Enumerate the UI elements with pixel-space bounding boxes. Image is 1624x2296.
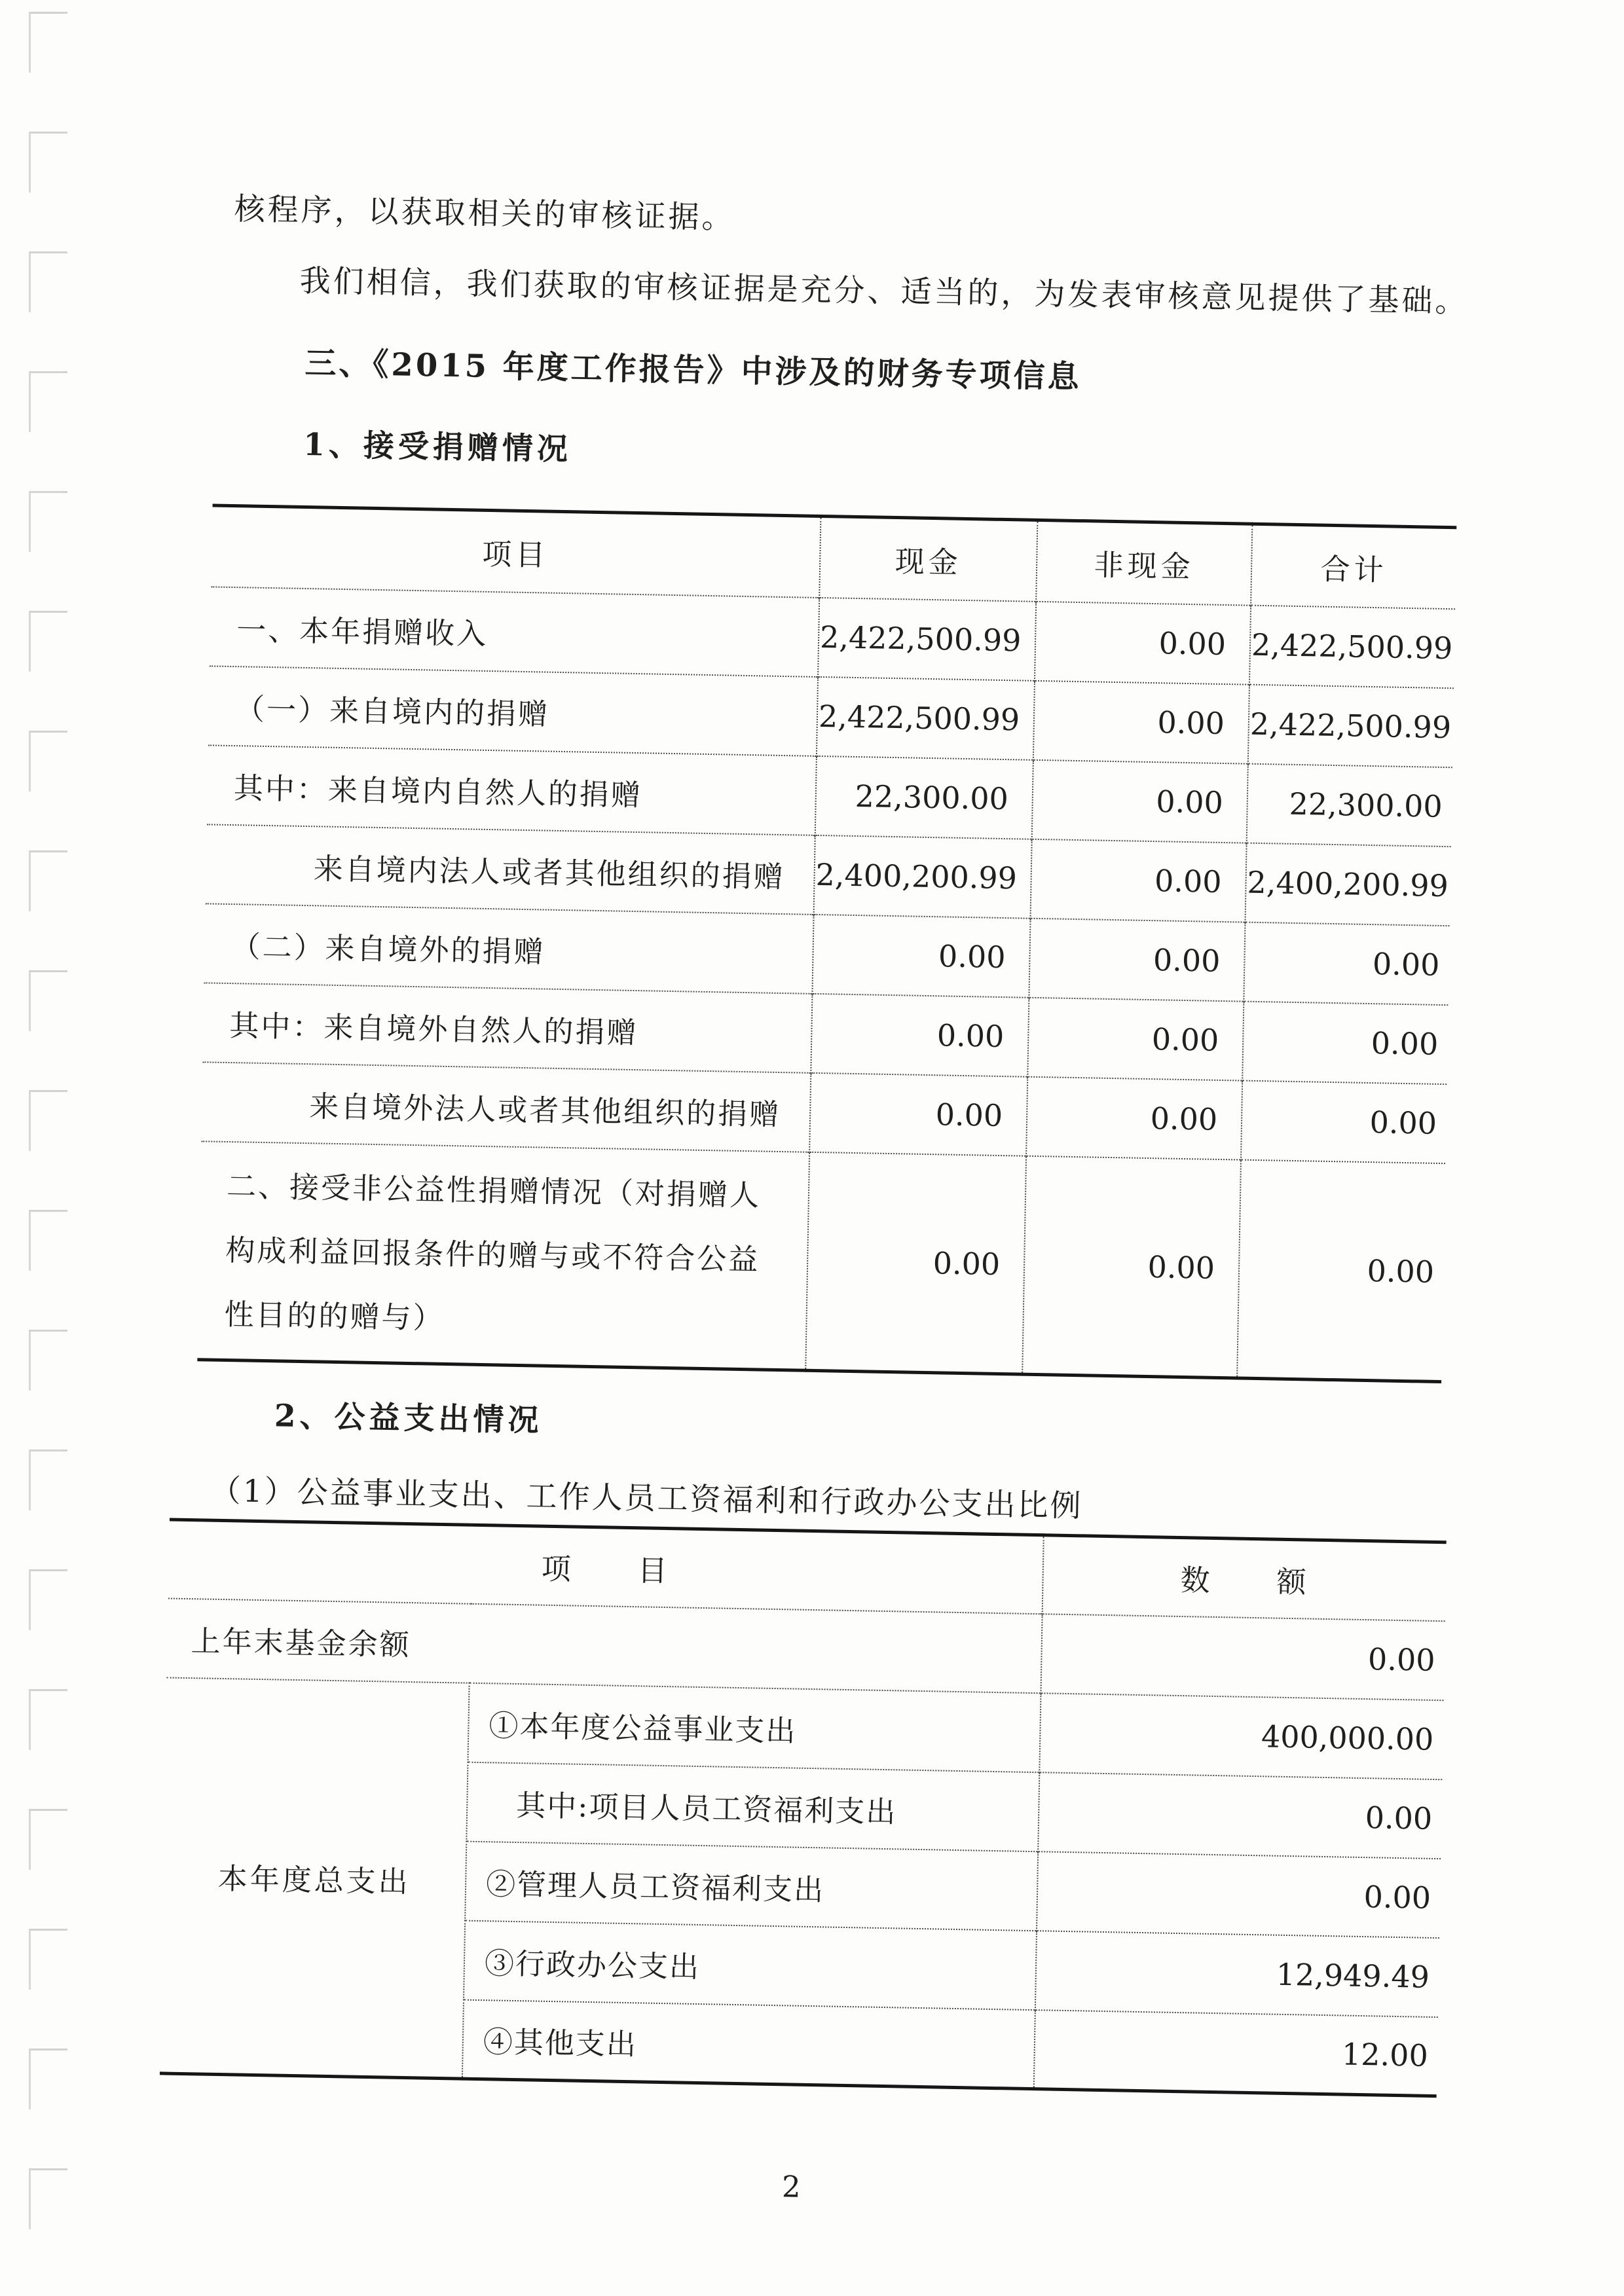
total-value: 2,400,200.99 [1246, 843, 1451, 926]
noncash-value: 0.00 [1035, 601, 1251, 684]
total-value: 0.00 [1241, 1080, 1447, 1163]
row-label: 来自境内法人或者其他组织的捐赠 [206, 824, 815, 915]
expense-table-caption: （1）公益事业支出、工作人员工资福利和行政办公支出比例 [210, 1472, 1083, 1525]
cash-value: 2,400,200.99 [814, 835, 1032, 918]
cash-value: 0.00 [812, 914, 1030, 997]
row-label: （二）来自境外的捐赠 [204, 903, 814, 994]
cash-value: 0.00 [809, 1072, 1027, 1156]
subsection-heading-donations: 1、接受捐赠情况 [303, 426, 572, 468]
amount-value: 0.00 [1041, 1614, 1445, 1700]
noncash-value: 0.00 [1027, 997, 1244, 1080]
subsection-heading-expenses: 2、公益支出情况 [274, 1398, 543, 1439]
amount-value: 0.00 [1037, 1851, 1441, 1938]
sub-row-label: ①本年度公益事业支出 [468, 1683, 1041, 1772]
group-row-label: 本年度总支出 [160, 1677, 470, 2079]
amount-value: 0.00 [1038, 1772, 1442, 1859]
cash-value: 0.00 [805, 1152, 1026, 1374]
column-header-cash: 现金 [819, 516, 1037, 601]
sub-row-label: ③行政办公支出 [464, 1920, 1037, 2010]
column-header-noncash: 非现金 [1036, 520, 1252, 605]
cash-value: 0.00 [811, 993, 1029, 1076]
total-value: 0.00 [1242, 1001, 1448, 1084]
total-value: 0.00 [1244, 922, 1449, 1005]
paragraph-belief-statement: 我们相信，我们获取的审核证据是充分、适当的，为发表审核意见提供了基础。 [299, 263, 1469, 320]
amount-value: 12,949.49 [1035, 1931, 1439, 2017]
noncash-value: 0.00 [1032, 759, 1248, 843]
total-value: 2,422,500.99 [1249, 605, 1455, 688]
sub-row-label: ④其他支出 [462, 1999, 1035, 2089]
column-header-item: 项 目 [541, 1551, 671, 1588]
noncash-value: 0.00 [1022, 1156, 1241, 1377]
cash-value: 22,300.00 [815, 756, 1033, 839]
total-value: 2,422,500.99 [1248, 684, 1454, 767]
paragraph-continuation-line: 核程序，以获取相关的审核证据。 [234, 191, 736, 236]
row-label: 二、接受非公益性捐赠情况（对捐赠人构成利益回报条件的赠与或不符合公益性目的的赠与） [197, 1141, 809, 1370]
row-label: （一）来自境内的捐赠 [208, 666, 818, 756]
column-header-total: 合计 [1251, 524, 1456, 609]
expense-table [160, 1518, 1447, 2098]
row-label: 上年末基金余额 [167, 1598, 1043, 1693]
noncash-value: 0.00 [1031, 839, 1247, 922]
noncash-value: 0.00 [1026, 1076, 1242, 1159]
total-value: 22,300.00 [1247, 763, 1452, 847]
section-heading-3: 三、《2015 年度工作报告》中涉及的财务专项信息 [304, 344, 1082, 396]
donation-table [197, 503, 1456, 1383]
row-label: 来自境外法人或者其他组织的捐赠 [201, 1062, 811, 1152]
row-label: 其中：来自境外自然人的捐赠 [202, 983, 812, 1073]
amount-value: 12.00 [1034, 2010, 1438, 2096]
sub-row-label: ②管理人员工资福利支出 [465, 1841, 1038, 1931]
row-label: 一、本年捐赠收入 [210, 587, 819, 677]
total-value: 0.00 [1237, 1159, 1445, 1381]
amount-value: 400,000.00 [1039, 1693, 1443, 1779]
sub-row-label: 其中:项目人员工资福利支出 [466, 1762, 1039, 1851]
cash-value: 2,422,500.99 [818, 597, 1036, 680]
row-label: 其中：来自境内自然人的捐赠 [207, 745, 817, 835]
page-number: 2 [781, 2169, 802, 2204]
column-header-item: 项目 [481, 536, 549, 573]
cash-value: 2,422,500.99 [817, 676, 1035, 759]
noncash-value: 0.00 [1029, 918, 1245, 1001]
noncash-value: 0.00 [1033, 680, 1249, 763]
column-header-amount: 数 额 [1043, 1535, 1447, 1621]
table-row [197, 1141, 1445, 1381]
